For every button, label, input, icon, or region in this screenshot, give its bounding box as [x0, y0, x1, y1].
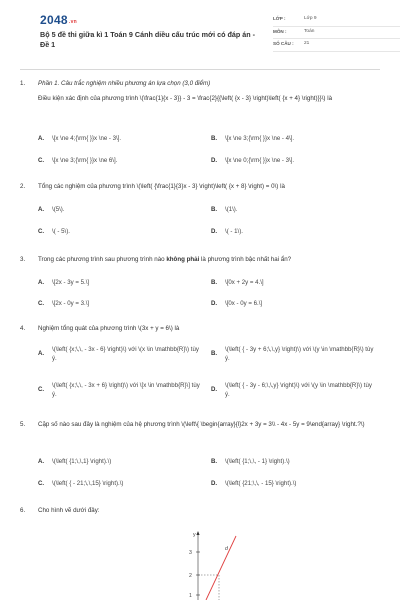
option-label: B. — [211, 458, 218, 465]
option-label: D. — [211, 157, 218, 164]
option-label: A. — [38, 135, 45, 142]
answer-option[interactable] — [38, 135, 121, 144]
option-label: A. — [38, 458, 45, 465]
answer-option[interactable] — [211, 206, 238, 215]
option-text: \[x \ne 3;{\rm{ }}x \ne 6\]. — [52, 157, 118, 164]
option-label: C. — [38, 480, 45, 487]
option-label: D. — [211, 385, 218, 393]
answer-option[interactable] — [211, 279, 264, 288]
question-number: 1. — [20, 80, 26, 87]
answer-option[interactable] — [211, 381, 375, 399]
tick-label: 3 — [189, 550, 192, 556]
meta-key: SỐ CÂU : — [273, 41, 294, 47]
option-label: B. — [211, 135, 218, 142]
answer-option[interactable] — [211, 157, 294, 166]
question-text: Điều kiện xác định của phương trình \(\frac{1}{x - 3}} - 3 = \frac{2}{{\left( {x - 3} \right)\left( {x + 4} \right)}}\) là — [38, 94, 333, 102]
meta-key: LỚP : — [273, 16, 286, 22]
answer-option[interactable] — [211, 300, 262, 309]
option-label: A. — [38, 349, 45, 357]
question-number: 6. — [20, 507, 26, 514]
option-text: \( - 5\). — [52, 228, 70, 235]
answer-option[interactable] — [211, 135, 294, 144]
option-label: A. — [38, 206, 45, 213]
option-text: \(\left( {1;\,\, - 1} \right).\) — [225, 458, 290, 465]
section-heading: Phần 1. Câu trắc nghiệm nhiều phương án lựa chọn (3,0 điểm) — [38, 80, 211, 87]
coordinate-figure — [178, 528, 258, 600]
answer-option[interactable] — [38, 458, 111, 467]
y-axis-arrow — [196, 531, 199, 535]
option-label: D. — [211, 228, 218, 235]
document-title: Bộ 5 đề thi giữa kì 1 Toán 9 Cánh diều cấu trúc mới có đáp án - Đề 1 — [40, 30, 256, 50]
question-text-start: Trong các phương trình sau phương trình nào — [38, 256, 167, 263]
tick-label: 1 — [189, 593, 192, 599]
question-emphasis: không phải — [166, 256, 200, 263]
question-number: 2. — [20, 183, 26, 190]
option-text: \( - 1\). — [225, 228, 243, 235]
option-label: B. — [211, 206, 218, 213]
option-text: \(5\). — [52, 206, 65, 213]
question-text-end: là phương trình bậc nhất hai ẩn? — [199, 256, 292, 263]
option-label: A. — [38, 279, 45, 286]
option-label: C. — [38, 300, 45, 307]
option-text: \(\left( {x;\,\, - 3x + 6} \right)\) với \[x \in \mathbb{R}\] tùy ý. — [52, 382, 200, 399]
meta-key: MÔN : — [273, 28, 287, 34]
question-5 — [20, 421, 380, 430]
meta-value: Toán — [304, 28, 315, 34]
answer-option[interactable] — [38, 480, 123, 489]
line-d — [206, 536, 236, 600]
logo-suffix: .vn — [68, 19, 78, 25]
question-text: Cặp số nào sau đây là nghiệm của hệ phương trình \(\left\{ \begin{array}{l}2x + 3y = 3\\ - 4x - 5y = 9\end{array} \right.?\) — [38, 421, 365, 428]
question-text — [38, 256, 380, 265]
option-text: \(\left( {x;\,\, - 3x - 6} \right)\) với \(x \in \mathbb{R}\) tùy ý. — [52, 346, 199, 363]
question-3 — [20, 256, 380, 265]
figure-graph — [178, 528, 258, 600]
option-text: \[2x - 0y = 3.\] — [52, 300, 90, 307]
answer-option[interactable] — [38, 345, 202, 363]
option-text: \[2x - 3y = 5.\] — [52, 279, 90, 286]
document-meta — [273, 14, 400, 52]
option-label: B. — [211, 349, 218, 357]
document-header — [20, 0, 380, 70]
answer-option[interactable] — [211, 228, 243, 237]
answer-option[interactable] — [211, 480, 296, 489]
tick-label: 2 — [189, 573, 192, 579]
answer-option[interactable] — [38, 228, 70, 237]
question-4 — [20, 325, 380, 334]
question-number: 5. — [20, 421, 26, 428]
answer-option[interactable] — [38, 381, 202, 399]
question-text: Cho hình vẽ dưới đây: — [38, 507, 100, 514]
option-label: D. — [211, 480, 218, 487]
option-text: \[0x + 2y = 4.\] — [225, 279, 264, 286]
option-text: \[x \ne 3;{\rm{ }}x \ne - 4\]. — [225, 135, 295, 142]
question-number: 3. — [20, 256, 26, 263]
answer-option[interactable] — [38, 157, 117, 166]
option-text: \(\left( {21;\,\, - 15} \right).\) — [225, 480, 297, 487]
meta-row-class — [273, 14, 400, 27]
option-text: \(\left( { - 3y + 6;\,\,y} \right)\) với \(y \in \mathbb{R}\) tùy ý. — [225, 346, 374, 363]
meta-value: 21 — [304, 41, 310, 47]
option-text: \[x \ne 0;{\rm{ }}x \ne - 3\]. — [225, 157, 295, 164]
site-logo[interactable] — [40, 12, 77, 29]
option-label: C. — [38, 385, 45, 393]
option-text: \(1\). — [225, 206, 238, 213]
option-text: \(\left( { - 21;\,\,15} \right).\) — [52, 480, 124, 487]
option-text: \(\left( {1;\,\,1} \right).\) — [52, 458, 112, 465]
question-number: 4. — [20, 325, 26, 332]
answer-option[interactable] — [211, 345, 375, 363]
meta-row-subject — [273, 27, 400, 40]
option-text: \[x \ne 4;{\rm{ }}x \ne - 3\]. — [52, 135, 122, 142]
question-text: Nghiệm tổng quát của phương trình \(3x + y = 6\) là — [38, 325, 180, 332]
question-1 — [20, 80, 380, 104]
question-text: Tổng các nghiệm của phương trình \(\left( {\frac{1}{3}x - 3} \right)\left( {x + 8} \right) = 0\) là — [38, 183, 285, 190]
logo-text: 2048 — [40, 13, 68, 27]
answer-option[interactable] — [211, 458, 290, 467]
option-label: C. — [38, 228, 45, 235]
answer-option[interactable] — [38, 206, 65, 215]
question-2 — [20, 183, 380, 192]
option-label: C. — [38, 157, 45, 164]
option-label: D. — [211, 300, 218, 307]
answer-option[interactable] — [38, 279, 89, 288]
option-text: \(\left( { - 3y - 6;\,\,y} \right)\) với \(y \in \mathbb{R}\) tùy ý. — [225, 382, 372, 399]
question-6 — [20, 507, 380, 516]
line-d-label: d — [225, 546, 228, 552]
meta-row-count — [273, 39, 400, 52]
option-label: B. — [211, 279, 218, 286]
answer-option[interactable] — [38, 300, 89, 309]
meta-value: Lớp 9 — [304, 16, 317, 22]
option-text: \[0x - 0y = 6.\] — [225, 300, 263, 307]
y-axis-label: y — [193, 532, 196, 538]
